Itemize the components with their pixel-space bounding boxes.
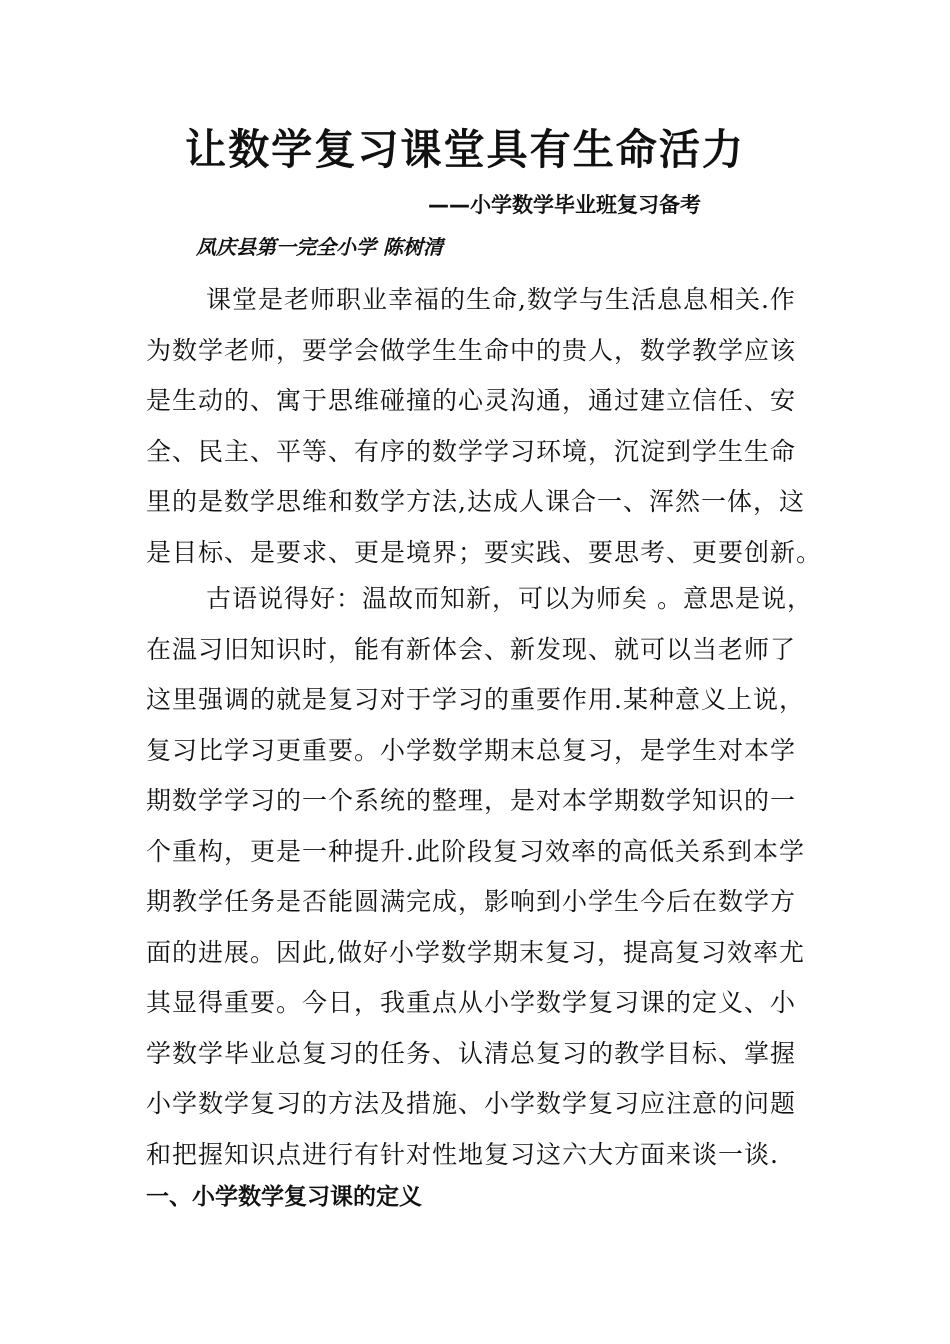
paragraph-line: 期教学任务是否能圆满完成，影响到小学生今后在数学方 (146, 887, 797, 916)
author-line: 凤庆县第一完全小学 陈树清 (196, 235, 443, 259)
paragraph-line: 全、民主、平等、有序的数学学习环境，沉淀到学生生命 (146, 436, 797, 466)
paragraph-line: 在温习旧知识时，能有新体会、新发现、就可以当老师了 (146, 634, 797, 664)
paragraph-line: 其显得重要。今日，我重点从小学数学复习课的定义、小 (146, 988, 797, 1017)
section-heading: 一、小学数学复习课的定义 (146, 1184, 422, 1210)
paragraph-line: 期数学学习的一个系统的整理，是对本学期数学知识的一 (146, 786, 797, 815)
paragraph-line: 是生动的、寓于思维碰撞的心灵沟通，通过建立信任、安 (146, 386, 797, 415)
paragraph-line: 学数学毕业总复习的任务、认清总复习的教学目标、掌握 (146, 1038, 797, 1068)
paragraph-1 (146, 275, 823, 578)
paragraph-line: 这里强调的就是复习对于学习的重要作用.某种意义上说， (146, 685, 805, 714)
paragraph-line: 课堂是老师职业幸福的生命,数学与生活息息相关.作 (206, 285, 796, 314)
paragraph-line: 是目标、是要求、更是境界；要实践、要思考、更要创新。 (146, 537, 823, 567)
paragraph-2 (146, 574, 816, 1180)
document-subtitle: ——小学数学毕业班复习备考 (428, 193, 701, 217)
paragraph-line: 和把握知识点进行有针对性地复习这六大方面来谈一谈. (146, 1139, 779, 1169)
paragraph-line: 古语说得好：温故而知新，可以为师矣 。意思是说， (206, 584, 813, 613)
paragraph-line: 为数学老师，要学会做学生生命中的贵人，数学教学应该 (146, 335, 797, 365)
paragraph-line: 里的是数学思维和数学方法,达成人课合一、浑然一体，这 (146, 487, 805, 516)
paragraph-line: 小学数学复习的方法及措施、小学数学复习应注意的问题 (146, 1089, 797, 1118)
paragraph-line: 面的进展。因此,做好小学数学期末复习，提高复习效率尤 (146, 937, 805, 967)
paragraph-line: 复习比学习更重要。小学数学期末总复习，是学生对本学 (146, 735, 797, 765)
document-title: 让数学复习课堂具有生命活力 (185, 125, 746, 174)
paragraph-line: 个重构，更是一种提升.此阶段复习效率的高低关系到本学 (146, 836, 805, 866)
